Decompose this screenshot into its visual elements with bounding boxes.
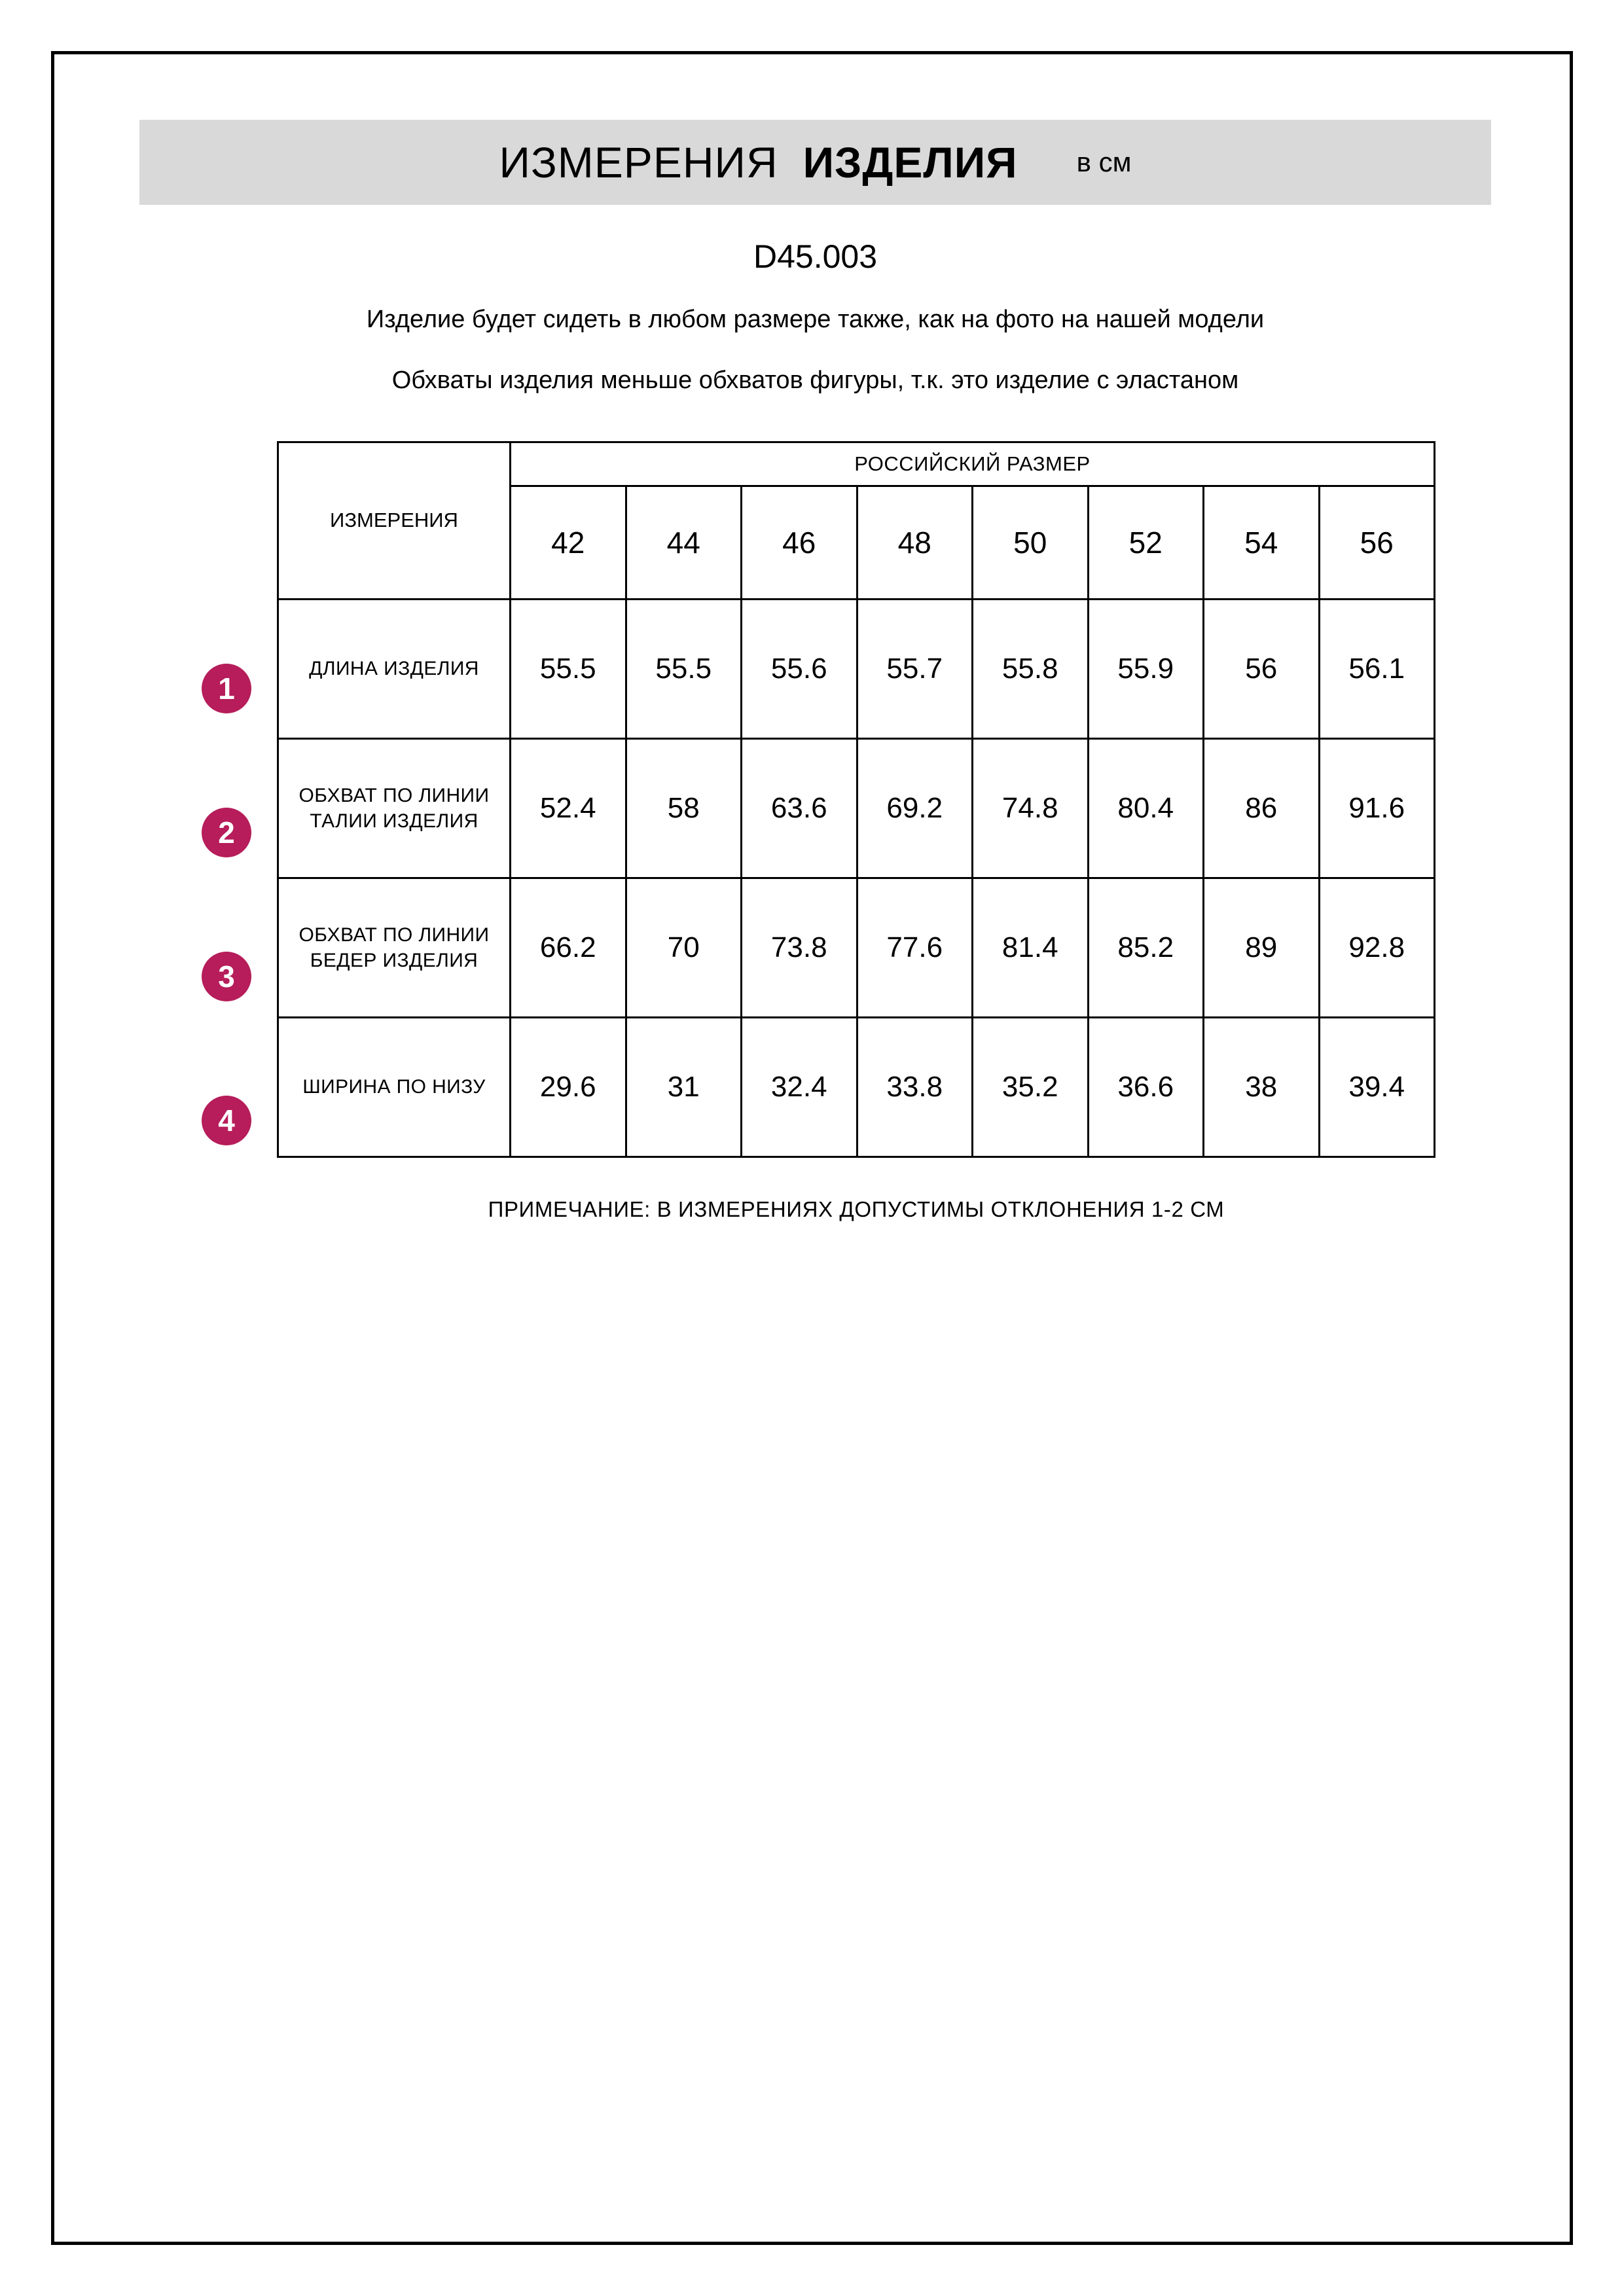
document-content [139, 120, 1491, 1222]
cell-2-0: 66.2 [511, 878, 626, 1017]
unit-label: в см [1076, 147, 1132, 177]
cell-2-5: 85.2 [1088, 878, 1204, 1017]
size-header-42: 42 [511, 486, 626, 599]
footer-note: ПРИМЕЧАНИЕ: В ИЗМЕРЕНИЯХ ДОПУСТИМЫ ОТКЛОНЕНИЯ 1-2 СМ [488, 1196, 1225, 1221]
cell-0-3: 55.7 [857, 599, 973, 738]
row-number-1: 1 [202, 664, 251, 713]
cell-1-0: 52.4 [511, 738, 626, 878]
cell-1-4: 74.8 [973, 738, 1089, 878]
cell-0-4: 55.8 [973, 599, 1089, 738]
size-header-44: 44 [626, 486, 742, 599]
cell-3-5: 36.6 [1088, 1017, 1204, 1157]
cell-0-1: 55.5 [626, 599, 742, 738]
cell-2-3: 77.6 [857, 878, 973, 1017]
cell-3-2: 32.4 [742, 1017, 857, 1157]
size-header-50: 50 [973, 486, 1089, 599]
cell-1-7: 91.6 [1319, 738, 1435, 878]
cell-2-2: 73.8 [742, 878, 857, 1017]
table-group-header-row [278, 442, 1435, 486]
row-label-length: ДЛИНА ИЗДЕЛИЯ [278, 599, 511, 738]
cell-1-5: 80.4 [1088, 738, 1204, 878]
cell-3-7: 39.4 [1319, 1017, 1435, 1157]
page-border [51, 51, 1573, 2245]
article-code: D45.003 [753, 238, 878, 275]
cell-3-1: 31 [626, 1017, 742, 1157]
cell-0-5: 55.9 [1088, 599, 1204, 738]
fit-note: Изделие будет сидеть в любом размере также, как на фото на нашей модели [366, 306, 1265, 333]
row-label-hips: ОБХВАТ ПО ЛИНИИ БЕДЕР ИЗДЕЛИЯ [278, 878, 511, 1017]
size-header-48: 48 [857, 486, 973, 599]
cell-1-6: 86 [1204, 738, 1320, 878]
cell-0-6: 56 [1204, 599, 1320, 738]
page-title-part2: ИЗДЕЛИЯ [803, 138, 1018, 187]
size-header-56: 56 [1319, 486, 1435, 599]
size-table-wrapper [139, 441, 1491, 1158]
cell-3-0: 29.6 [511, 1017, 626, 1157]
document-title-bar [139, 120, 1491, 205]
cell-2-1: 70 [626, 878, 742, 1017]
cell-0-2: 55.6 [742, 599, 857, 738]
table-row [278, 1017, 1435, 1157]
table-row [278, 599, 1435, 738]
measurements-header-label: ИЗМЕРЕНИЯ [330, 509, 458, 532]
measurements-header-cell [278, 442, 511, 599]
cell-1-1: 58 [626, 738, 742, 878]
cell-3-4: 35.2 [973, 1017, 1089, 1157]
cell-2-6: 89 [1204, 878, 1320, 1017]
cell-1-3: 69.2 [857, 738, 973, 878]
row-number-4: 4 [202, 1096, 251, 1145]
cell-2-7: 92.8 [1319, 878, 1435, 1017]
cell-2-4: 81.4 [973, 878, 1089, 1017]
size-header-54: 54 [1204, 486, 1320, 599]
row-label-bottom-width: ШИРИНА ПО НИЗУ [278, 1017, 511, 1157]
row-label-waist: ОБХВАТ ПО ЛИНИИ ТАЛИИ ИЗДЕЛИЯ [278, 738, 511, 878]
size-header-46: 46 [742, 486, 857, 599]
table-row [278, 878, 1435, 1017]
cell-3-6: 38 [1204, 1017, 1320, 1157]
page-title-part1: ИЗМЕРЕНИЯ [499, 138, 778, 187]
cell-0-0: 55.5 [511, 599, 626, 738]
table-row [278, 738, 1435, 878]
size-table [277, 441, 1435, 1158]
row-number-2: 2 [202, 808, 251, 857]
russian-size-header: РОССИЙСКИЙ РАЗМЕР [511, 442, 1435, 486]
elastane-note: Обхваты изделия меньше обхватов фигуры, т.к. это изделие с эластаном [391, 367, 1239, 395]
size-header-52: 52 [1088, 486, 1204, 599]
cell-1-2: 63.6 [742, 738, 857, 878]
row-number-3: 3 [202, 952, 251, 1001]
cell-0-7: 56.1 [1319, 599, 1435, 738]
cell-3-3: 33.8 [857, 1017, 973, 1157]
